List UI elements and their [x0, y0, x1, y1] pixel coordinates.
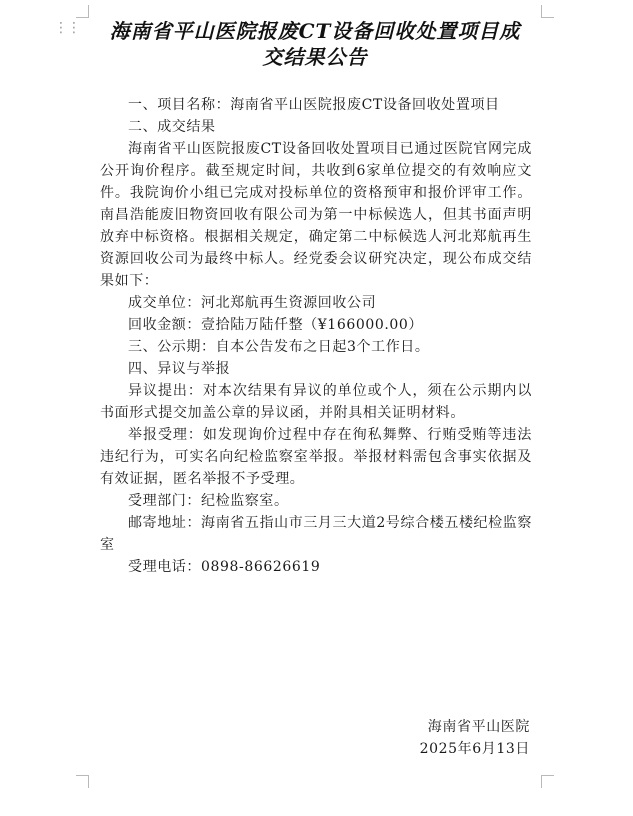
paragraph-objection: 异议提出：对本次结果有异议的单位或个人，须在公示期内以书面形式提交加盖公章的异议函，并附具相关证明材料。 — [100, 383, 532, 421]
heading-result: 二、成交结果 — [128, 119, 216, 135]
paragraph-amount: 回收金额：壹拾陆万陆仟整（¥166000.00） — [128, 317, 424, 333]
paragraph-phone: 受理电话：0898-86626619 — [128, 559, 321, 575]
paragraph-project-name: 一、项目名称：海南省平山医院报废CT设备回收处置项目 — [128, 97, 500, 113]
paragraph-department: 受理部门：纪检监察室。 — [128, 493, 289, 509]
paragraph-report: 举报受理：如发现询价过程中存在徇私舞弊、行贿受贿等违法违纪行为，可实名向纪检监察室举报。举报材料需包含事实依据及有效证据，匿名举报不予受理。 — [100, 427, 532, 487]
paragraph-winning-unit: 成交单位：河北郑航再生资源回收公司 — [128, 295, 377, 311]
document-body — [100, 94, 532, 578]
crop-mark-bottom-right — [541, 775, 554, 788]
signature-date: 2025年6月13日 — [419, 741, 530, 757]
crop-mark-top-right — [541, 5, 554, 18]
heading-objection: 四、异议与举报 — [128, 361, 231, 377]
paragraph-publicity-period: 三、公示期：自本公告发布之日起3个工作日。 — [128, 339, 430, 355]
paragraph-address: 邮寄地址：海南省五指山市三月三大道2号综合楼五楼纪检监察室 — [100, 515, 532, 553]
crop-mark-top-left — [76, 5, 89, 18]
crop-mark-bottom-left — [76, 775, 89, 788]
signature-block — [380, 716, 530, 760]
document-title: 海南省平山医院报废CT设备回收处置项目成交结果公告 — [109, 19, 521, 69]
paragraph-result-detail: 海南省平山医院报废CT设备回收处置项目已通过医院官网完成公开询价程序。截至规定时间，共收到6家单位提交的有效响应文件。我院询价小组已完成对投标单位的资格预审和报价评审工作。南昌浩能废旧物资回收有限公司为第一中标候选人，但其书面声明放弃中标资格。根据相关规定，确定第二中标候选人河北郑航再生资源回收公司为最终中标人。经党委会议研究决定，现公布成交结果如下： — [100, 141, 532, 289]
signature-org: 海南省平山医院 — [427, 719, 530, 735]
drag-handle-icon[interactable]: ⋮⋮ — [54, 20, 80, 36]
